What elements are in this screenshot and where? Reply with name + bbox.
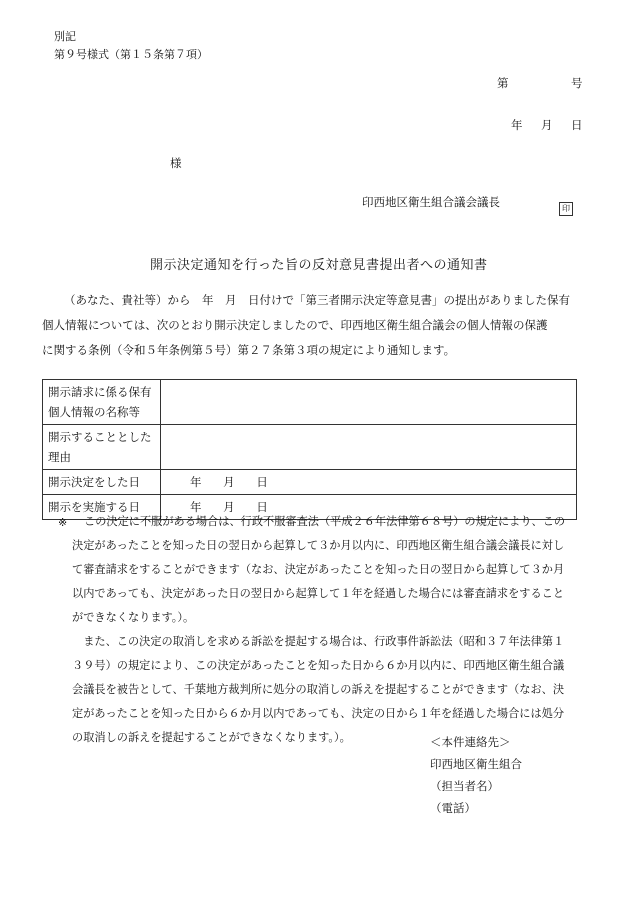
row-value [161,380,577,425]
annex-label: 別記 [54,30,76,43]
note-block [58,510,588,750]
contact-person: （担当者名） [430,779,499,793]
intro-paragraph [42,288,587,363]
note-line: この決定に不服がある場合は、行政不服審査法（平成２６年法律第６８号）の規定により、この [84,515,566,528]
contact-heading: ＜本件連絡先＞ [430,735,511,749]
contact-block [430,731,522,819]
label-line: 個人情報の名称等 [48,405,140,419]
note-line: 定があったことを知った日から６か月以内であっても、決定の日から１年を経過した場合には処分 [72,707,565,720]
date-year-label: 年 [511,118,523,132]
date-year: 年 [190,475,202,489]
date-day: 日 [256,475,268,489]
row-label: 開示を実施する日 [43,495,161,520]
label-line: 理由 [48,450,71,464]
note-line: 決定があったことを知った日の翌日から起算して３か月以内に、印西地区衛生組合議会議長に対し [72,539,565,552]
intro-line: に関する条例（令和５年条例第５号）第２７条第３項の規定により通知します。 [42,343,456,357]
date-month-label: 月 [541,118,553,132]
intro-line: （あなた、貴社等）から 年 月 日付けで「第三者開示決定等意見書」の提出がありました保有 [64,293,570,307]
note-line: ができなくなります。）。 [72,611,195,624]
sender-name: 印西地区衛生組合議会議長 [362,195,500,209]
seal-mark [559,196,573,216]
row-date [161,470,577,495]
seal-icon: 印 [559,202,573,216]
doc-no-suffix: 号 [571,76,583,90]
label-line: 開示することとした [48,430,152,444]
contact-phone: （電話） [430,801,476,815]
date-month: 月 [223,475,235,489]
row-label [43,380,161,425]
note-line: て審査請求をすることができます（なお、決定があったことを知った日の翌日から起算して３か月 [72,563,565,576]
document-title: 開示決定通知を行った旨の反対意見書提出者への通知書 [150,258,488,273]
doc-no-prefix: 第 [497,76,509,90]
table-row [43,380,577,425]
label-line: 開示請求に係る保有 [48,385,152,399]
addressee-honorific: 様 [170,156,182,170]
intro-line: 個人情報については、次のとおり開示決定しましたので、印西地区衛生組合議会の個人情報の保護 [42,318,548,332]
note-line: また、この決定の取消しを求める訴訟を提起する場合は、行政事件訴訟法（昭和３７年法律第１ [72,635,565,648]
decision-info-table [42,379,577,520]
table-row [43,425,577,470]
date-month: 月 [223,500,235,514]
table-row [43,470,577,495]
note-line: の取消しの訴えを提起することができなくなります。）。 [72,731,351,744]
note-line: 以内であっても、決定があった日の翌日から起算して１年を経過した場合には審査請求をすること [72,587,565,600]
note-mark: ※ [58,516,68,529]
row-label: 開示決定をした日 [43,470,161,495]
row-value [161,425,577,470]
form-number: 第９号様式（第１５条第７項） [54,48,208,61]
note-line: ３９号）の規定により、この決定があったことを知った日から６か月以内に、印西地区衛生組合議 [72,659,565,672]
contact-org: 印西地区衛生組合 [430,757,522,771]
date-day-label: 日 [571,118,583,132]
date-day: 日 [256,500,268,514]
date-year: 年 [190,500,202,514]
note-line: 会議長を被告として、千葉地方裁判所に処分の取消しの訴えを提起することができます（なお、決 [72,683,565,696]
row-label [43,425,161,470]
